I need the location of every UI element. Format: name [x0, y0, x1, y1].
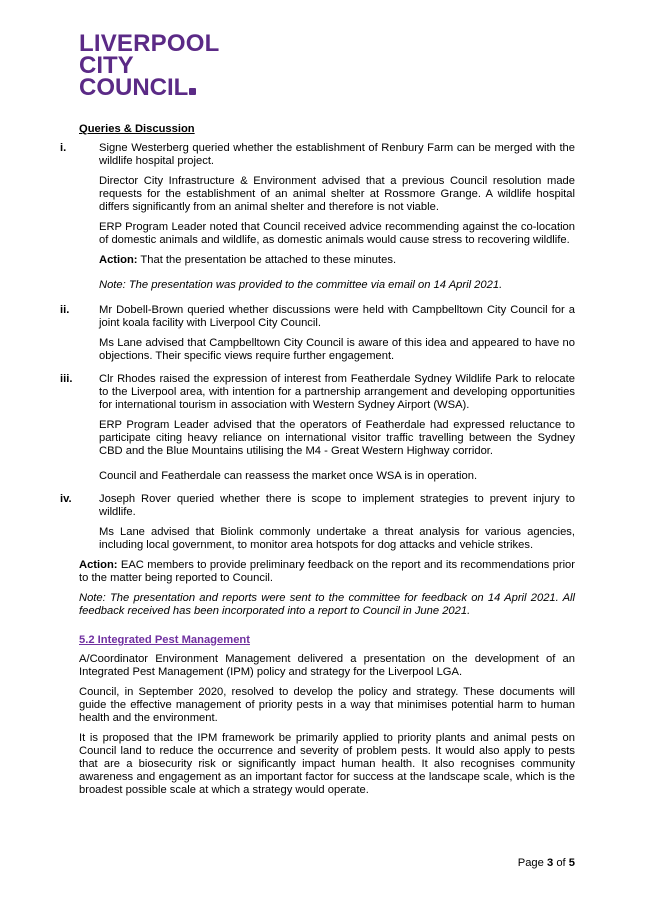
item-number: iv. — [60, 493, 72, 505]
logo-line-2: CITY — [79, 52, 134, 79]
paragraph: Clr Rhodes raised the expression of interest from Featherdale Sydney Wildlife Park to relocate to the Liverpool area, with intention for a partnership arrangement and developing opportunities for international tourism in association with Western Sydney Airport (WSA). — [99, 373, 575, 411]
page-of: of — [553, 857, 569, 869]
action-text: That the presentation be attached to these minutes. — [137, 254, 397, 266]
paragraph: Ms Lane advised that Campbelltown City Council is aware of this idea and appeared to have no objections. Their specific views require further engagement. — [99, 337, 575, 362]
query-item-ii — [60, 304, 575, 363]
paragraph: ERP Program Leader noted that Council received advice recommending against the co-location of domestic animals and wildlife, as domestic animals would cause stress to recovering wildlife. — [99, 221, 575, 246]
action-label: Action: — [99, 254, 138, 266]
action-label: Action: — [79, 559, 118, 571]
logo-line-1: LIVERPOOL — [79, 30, 220, 57]
item-number: ii. — [60, 304, 70, 316]
logo-line-3-text: COUNCIL — [79, 74, 189, 101]
queries-heading: Queries & Discussion — [79, 123, 195, 135]
note: Note: The presentation was provided to the committee via email on 14 April 2021. — [99, 279, 503, 291]
paragraph: A/Coordinator Environment Management delivered a presentation on the development of an Integrated Pest Management (IPM) policy and strategy for the Liverpool LGA. — [79, 653, 575, 678]
paragraph: Mr Dobell-Brown queried whether discussions were held with Campbelltown City Council for a joint koala facility with Liverpool City Council. — [99, 304, 575, 329]
section-title-integrated-pest-management: 5.2 Integrated Pest Management — [79, 634, 250, 646]
page-current: 3 — [546, 857, 554, 869]
paragraph: ERP Program Leader advised that the operators of Featherdale had expressed reluctance to participate citing heavy reliance on international visitor traffic travelling between the Sydney CBD and the Blue Mountains utilising the M4 - Great Western Highway corridor. — [99, 419, 575, 457]
paragraph: Ms Lane advised that Biolink commonly undertake a threat analysis for various agencies, including local government, to monitor area hotspots for dog attacks and vehicle strikes. — [99, 526, 575, 551]
note: Note: The presentation and reports were sent to the committee for feedback on 14 April 2021. All feedback received has been incorporated into a report to Council in June 2021. — [79, 592, 575, 617]
paragraph: Director City Infrastructure & Environment advised that a previous Council resolution made requests for the establishment of an animal shelter at Rossmore Grange. A wildlife hospital differs significantly from an animal shelter and therefore is not viable. — [99, 175, 575, 213]
query-item-iv — [60, 493, 575, 552]
action-text: EAC members to provide preliminary feedback on the report and its recommendations prior to the matter being reported to Council. — [79, 559, 575, 584]
paragraph: Council and Featherdale can reassess the market once WSA is in operation. — [99, 470, 478, 482]
logo-dot-icon — [189, 88, 196, 95]
logo-line-3 — [79, 74, 219, 101]
paragraph: Council, in September 2020, resolved to develop the policy and strategy. These documents will guide the effective management of priority pests in a way that minimises potential harm to human health and the environment. — [79, 686, 575, 724]
minutes-content — [60, 123, 575, 804]
paragraph: Signe Westerberg queried whether the establishment of Renbury Farm can be merged with the wildlife hospital project. — [99, 142, 575, 167]
query-item-iii — [60, 373, 575, 483]
council-logo — [79, 30, 220, 101]
item-number: iii. — [60, 373, 73, 385]
paragraph: It is proposed that the IPM framework be primarily applied to priority plants and animal pests on Council land to reduce the occurrence and severity of problem pests. It would also apply to pests that are a biosecurity risk or significantly impact human health. It also recognises community awareness and engagement as an important factor for success at the landscape scale, which is the broadest possible scale at which a strategy would operate. — [79, 732, 575, 796]
page-number — [518, 857, 575, 869]
item-number: i. — [60, 142, 67, 154]
action-line — [79, 559, 575, 585]
page-total: 5 — [568, 857, 575, 869]
query-item-i — [60, 142, 575, 292]
action-line — [99, 254, 575, 267]
paragraph: Joseph Rover queried whether there is scope to implement strategies to prevent injury to wildlife. — [99, 493, 575, 518]
page-word: Page — [517, 857, 547, 869]
